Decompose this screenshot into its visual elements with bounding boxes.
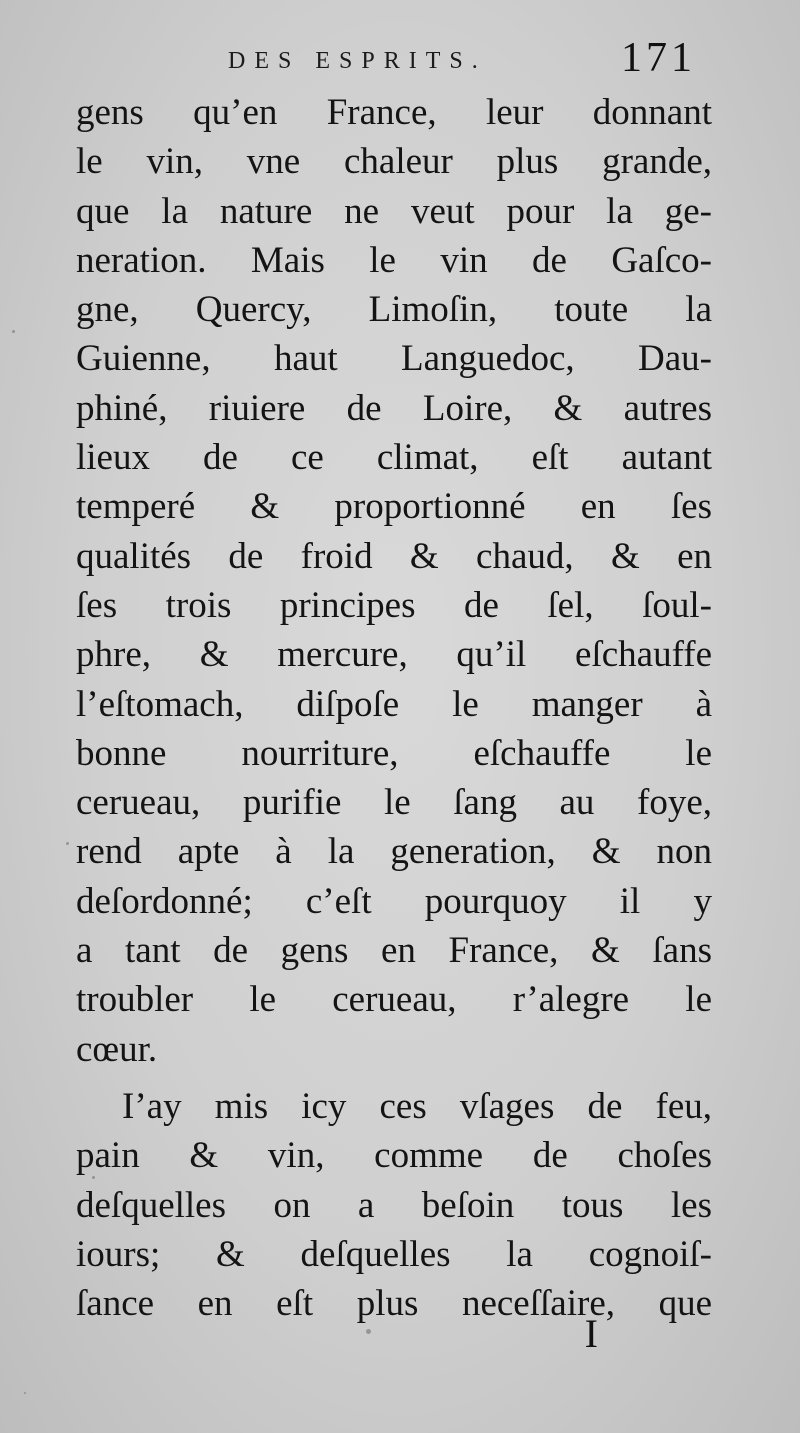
signature-mark: I: [584, 1311, 598, 1356]
text-line: Guienne, haut Languedoc, Dau-: [76, 338, 712, 380]
paper-speck: [24, 1392, 26, 1394]
text-line: phiné, riuiere de Loire, & autres: [76, 387, 712, 429]
text-line: neration. Mais le vin de Gaſco-: [76, 239, 712, 281]
text-line: deſordonné; c’eſt pourquoy il y: [76, 880, 712, 922]
paper-speck: [12, 330, 15, 333]
text-line: que la nature ne veut pour la ge-: [76, 190, 712, 232]
text-line: I’ay mis icy ces vſages de feu,: [122, 1085, 712, 1127]
text-line: bonne nourriture, eſchauffe le: [76, 732, 712, 774]
text-line: rend apte à la generation, & non: [76, 831, 712, 873]
text-line: deſquelles on a beſoin tous les: [76, 1184, 712, 1226]
running-head: DES ESPRITS.: [228, 48, 487, 74]
text-line: le vin, vne chaleur plus grande,: [76, 141, 712, 183]
page-header: [0, 34, 800, 94]
text-line: pain & vin, comme de choſes: [76, 1135, 712, 1177]
text-line: phre, & mercure, qu’il eſchauffe: [76, 634, 712, 676]
text-line: gne, Quercy, Limoſin, toute la: [76, 289, 712, 331]
text-line: lieux de ce climat, eſt autant: [76, 437, 712, 479]
paper-speck: [366, 1329, 371, 1334]
body-text: [76, 88, 712, 1328]
text-line: qualités de froid & chaud, & en: [76, 535, 712, 577]
text-line: ſance en eſt plus neceſſaire, que: [76, 1283, 712, 1325]
text-line: a tant de gens en France, & ſans: [76, 930, 712, 972]
text-line: ſes trois principes de ſel, ſoul-: [76, 584, 712, 626]
paragraph-gap: [76, 1074, 712, 1082]
paper-speck: [66, 842, 69, 845]
text-line: troubler le cerueau, r’alegre le: [76, 979, 712, 1021]
text-line: cœur.: [76, 1028, 158, 1070]
page-number: 171: [621, 35, 696, 81]
text-line: temperé & proportionné en ſes: [76, 486, 712, 528]
text-line: iours; & deſquelles la cognoiſ-: [76, 1233, 712, 1275]
text-line: l’eſtomach, diſpoſe le manger à: [76, 683, 712, 725]
text-line: cerueau, purifie le ſang au foye,: [76, 782, 712, 824]
text-line: gens qu’en France, leur donnant: [76, 92, 712, 133]
